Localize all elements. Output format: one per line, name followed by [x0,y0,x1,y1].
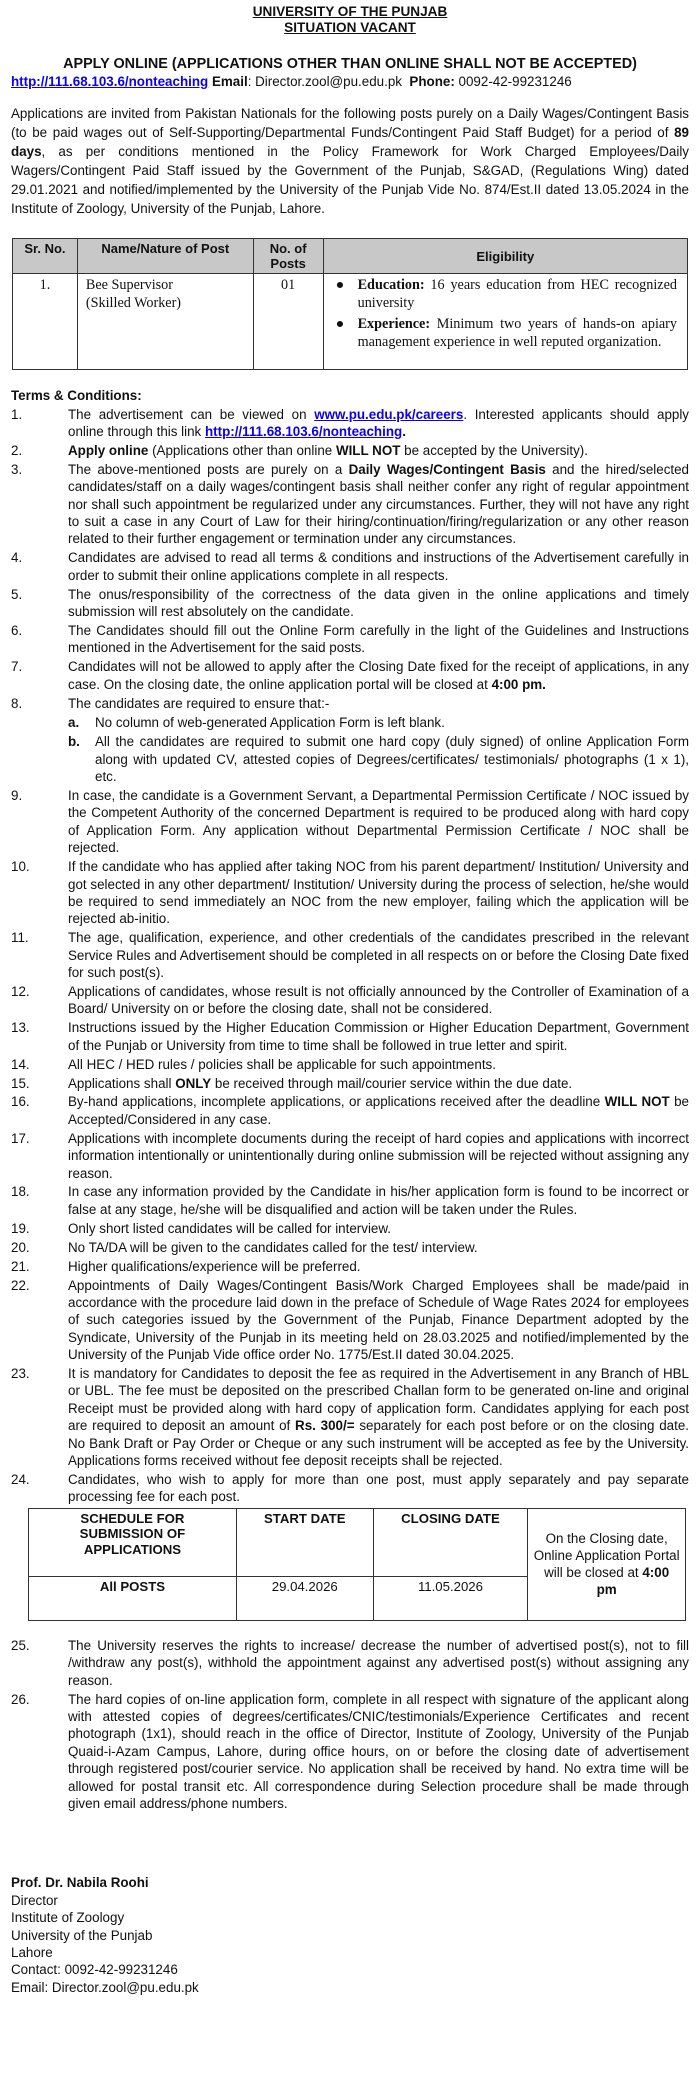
email-label: Email [211,74,248,89]
signatory-email: Email: Director.zool@pu.edu.pk [11,1979,199,1995]
signatory-institute: Institute of Zoology [11,1910,125,1926]
term-4: 4. Candidates are advised to read all terms & conditions and instructions of the Advertisement carefully in order to submit their online applications complete in all respects. [11,550,689,583]
header-sr-no: Sr. No. [13,239,78,274]
closing-date-header: CLOSING DATE [373,1508,528,1576]
situation-vacant-title: SITUATION VACANT [284,20,416,35]
eligibility-experience: ● Experience: Minimum two years of hands-on apiary management experience in well reputed organization. [335,316,677,350]
schedule-header-row [29,1508,686,1576]
signature-block [11,1874,689,1996]
phone-value: 0092-42-99231246 [454,74,572,89]
term-10: 10. If the candidate who has applied after taking NOC from his parent department/ Institution/ University and got selected in any other department/ Institution/ University during the process of selection, he/she would be required to send immediately an NOC from the new employer, failing which the application will be rejected ab-initio. [11,859,689,927]
term-1: 1. The advertisement can be viewed on www.pu.edu.pk/careers. Interested applicants should apply online through this link http://111.68.103.6/nonteaching. [11,406,690,439]
apply-online-heading: APPLY ONLINE (APPLICATIONS OTHER THAN ONLINE SHALL NOT BE ACCEPTED) [63,56,637,72]
term-8a: a. No column of web-generated Application Form is left blank. [68,714,445,730]
start-date-value: 29.04.2026 [236,1576,373,1620]
schedule-col-header: SCHEDULE FOR SUBMISSION OF APPLICATIONS [29,1508,237,1576]
signatory-title: Director [11,1892,58,1908]
signatory-city: Lahore [11,1944,53,1960]
careers-link[interactable]: www.pu.edu.pk/careers [314,406,464,422]
table-row [13,274,688,370]
apply-link[interactable]: http://111.68.103.6/nonteaching [11,74,209,89]
cell-eligibility [323,274,687,370]
posts-table-header [13,239,688,274]
term-24: 24. Candidates, who wish to apply for more than one post, must apply separately and pay separate processing fee for each post. [11,1471,689,1505]
term-17: 17. Applications with incomplete documents during the receipt of hard copies and applications with incorrect information intentionally or unintentionally during online submission will be rejected without assigning any reason. [11,1130,689,1181]
closing-note: On the Closing date, Online Application Portal will be closed at 4:00 pm [528,1508,686,1620]
term-8b: b. All the candidates are required to submit one hard copy (duly signed) of online Application Form along with updated CV, attested copies of Degrees/certificates/ testimonials/ photographs (1 x 1), etc. [68,734,689,785]
terms-heading: Terms & Conditions: [11,388,142,403]
phone-label: Phone: [409,74,455,89]
term-8-sublist [68,714,689,786]
term-16: 16. By-hand applications, incomplete applications, or applications received after the deadline WILL NOT be Accepted/Considered in any case. [11,1094,689,1127]
term-21: 21. Higher qualifications/experience will be preferred. [11,1258,361,1274]
term-25: 25. The University reserves the rights to increase/ decrease the number of advertised post(s), not to fill /withdraw any post(s), withhold the appointment against any advertised post(s) without assigning any reason. [11,1637,689,1688]
term-19: 19. Only short listed candidates will be called for interview. [11,1220,392,1236]
period-days: 89 days [11,125,689,159]
header-eligibility: Eligibility [323,239,687,274]
term-22: 22. Appointments of Daily Wages/Contingent Basis/Work Charged Employees shall be made/paid in accordance with the procedure laid down in the preface of Schedule of Wage Rates 2024 for employees of such categories issued by the Government of the Punjab, Finance Department adopted by the Syndicate, University of the Punjab in its meeting held on 28.03.2025 and notified/implemented by the University of the Punjab Vide office order No. 1775/Est.II dated 30.04.2025. [11,1277,689,1363]
closing-date-value: 11.05.2026 [373,1576,528,1620]
cell-post-count: 01 [253,274,323,370]
term-14: 14. All HEC / HED rules / policies shall be applicable for such appointments. [11,1056,496,1072]
header-no-of-posts: No. of Posts [253,239,323,274]
posts-table [12,238,688,370]
terms-list [11,406,689,1506]
eligibility-education: ● Education: 16 years education from HEC recognized university [335,277,677,311]
term-23: 23. It is mandatory for Candidates to deposit the fee as required in the Advertisement in any Branch of HBL or UBL. The fee must be deposited on the prescribed Challan form to be generated on-line and original Receipt must be provided along with hard copy of application form. Candidates applying for each post are required to deposit an amount of Rs. 300/= separately for each post before or on the closing date. No Bank Draft or Pay Order or Cheque or any such instrument will be accepted as fee by the University. Applications forms received without fee deposit receipts shall be rejected. [11,1366,689,1469]
term-20: 20. No TA/DA will be given to the candidates called for the test/ interview. [11,1239,478,1255]
signatory-name: Prof. Dr. Nabila Roohi [11,1875,149,1891]
bullet-icon: ● [335,277,345,293]
intro-paragraph: Applications are invited from Pakistan Nationals for the following posts purely on a Daily Wages/Contingent Basis (to be paid wages out of Self-Supporting/Departmental Funds/Contingent Paid Staff Budget) for a period of 89 days, as per conditions mentioned in the Policy Framework for Work Charged Employees/Daily Wagers/Contingent Paid Staff issued by the Government of the Punjab, S&GAD, (Regulations Wing) dated 29.01.2021 and notified/implemented by the University of the Punjab Vide No. 874/Est.II dated 13.05.2024 in the Institute of Zoology, University of the Punjab, Lahore. [11,106,689,216]
schedule-row-label: All POSTS [29,1576,237,1620]
cell-post-name: Bee Supervisor (Skilled Worker) [77,274,253,370]
term-13: 13. Instructions issued by the Higher Education Commission or Higher Education Department, Government of the Punjab or University from time to time shall be followed in true letter and spirit. [11,1020,689,1053]
signatory-contact: Contact: 0092-42-99231246 [11,1962,178,1978]
term-26: 26. The hard copies of on-line application form, complete in all respect with signature of the applicant along with attested copies of degrees/certificates/CNIC/testimonials/Experience Certificates and recent photograph (1x1), should reach in the office of Director, Institute of Zoology, University of the Punjab Quaid-i-Azam Campus, Lahore, during office hours, on or before the closing date of advertisement through registered post/courier service. No application shall be received by hand. No extra time will be allowed for postal transit etc. All correspondence during Selection procedure shall be made through given email address/phone numbers. [11,1691,689,1811]
term-3: 3. The above-mentioned posts are purely on a Daily Wages/Contingent Basis and the hired/selected candidates/staff on a daily wages/contingent basis shall neither confer any right of regular appointment nor shall such appointment be regularized under any circumstances. Further, they will not have any right to suit a case in any Court of Law for their hiring/continuation/firing/regularization or any other reason related to their further engagement or termination under any circumstances. [11,461,690,547]
start-date-header: START DATE [236,1508,373,1576]
contact-line [11,73,689,90]
term-2: 2. Apply online (Applications other than online WILL NOT be accepted by the University). [11,442,588,458]
term-18: 18. In case any information provided by the Candidate in his/her application form is found to be incorrect or false at any stage, he/she will be disqualified and action will be taken under the Rules. [11,1184,689,1217]
header-post-name: Name/Nature of Post [77,239,253,274]
term-6: 6. The Candidates should fill out the Online Form carefully in the light of the Guidelines and Instructions mentioned in the Advertisement for the said posts. [11,622,689,656]
term-11: 11. The age, qualification, experience, and other credentials of the candidates prescribed in the relevant Service Rules and Advertisement should be completed in all respects on or before the Closing Date fixed for such post(s). [11,930,689,981]
term-9: 9. In case, the candidate is a Government Servant, a Departmental Permission Certificate / NOC issued by the Competent Authority of the concerned Department is required to be produced along with hard copy of Application Form. Any application without Departmental Permission Certificate / NOC shall be rejected. [11,788,689,856]
terms-list-continued [11,1637,689,1813]
bullet-icon: ● [335,316,345,332]
cell-sr-no: 1. [13,274,78,370]
schedule-table [28,1508,686,1621]
term-15: 15. Applications shall ONLY be received through mail/courier service within the due date. [11,1075,573,1091]
term-8: 8. The candidates are required to ensure that:- a. No column of web-generated Application Form is left blank. b. All the candidates are required to submit one hard copy (duly signed) of online Application Form along with updated CV, attested copies of Degrees/certificates/ testimonials/ photographs (1 x 1), etc. [11,695,689,785]
signatory-university: University of the Punjab [11,1927,153,1943]
nonteaching-link[interactable]: http://111.68.103.6/nonteaching [204,423,403,439]
email-value: : Director.zool@pu.edu.pk [247,74,402,89]
term-5: 5. The onus/responsibility of the correctness of the data given in the online applications and timely submission will rest absolutely on the candidate. [11,586,689,619]
term-7: 7. Candidates will not be allowed to apply after the Closing Date fixed for the receipt of applications, in any case. On the closing date, the online application portal will be closed at 4:00 pm. [11,659,689,692]
term-12: 12. Applications of candidates, whose result is not officially announced by the Controller of Examination of a Board/ University on or before the closing date, shall not be considered. [11,984,689,1017]
university-title: UNIVERSITY OF THE PUNJAB [252,4,448,19]
